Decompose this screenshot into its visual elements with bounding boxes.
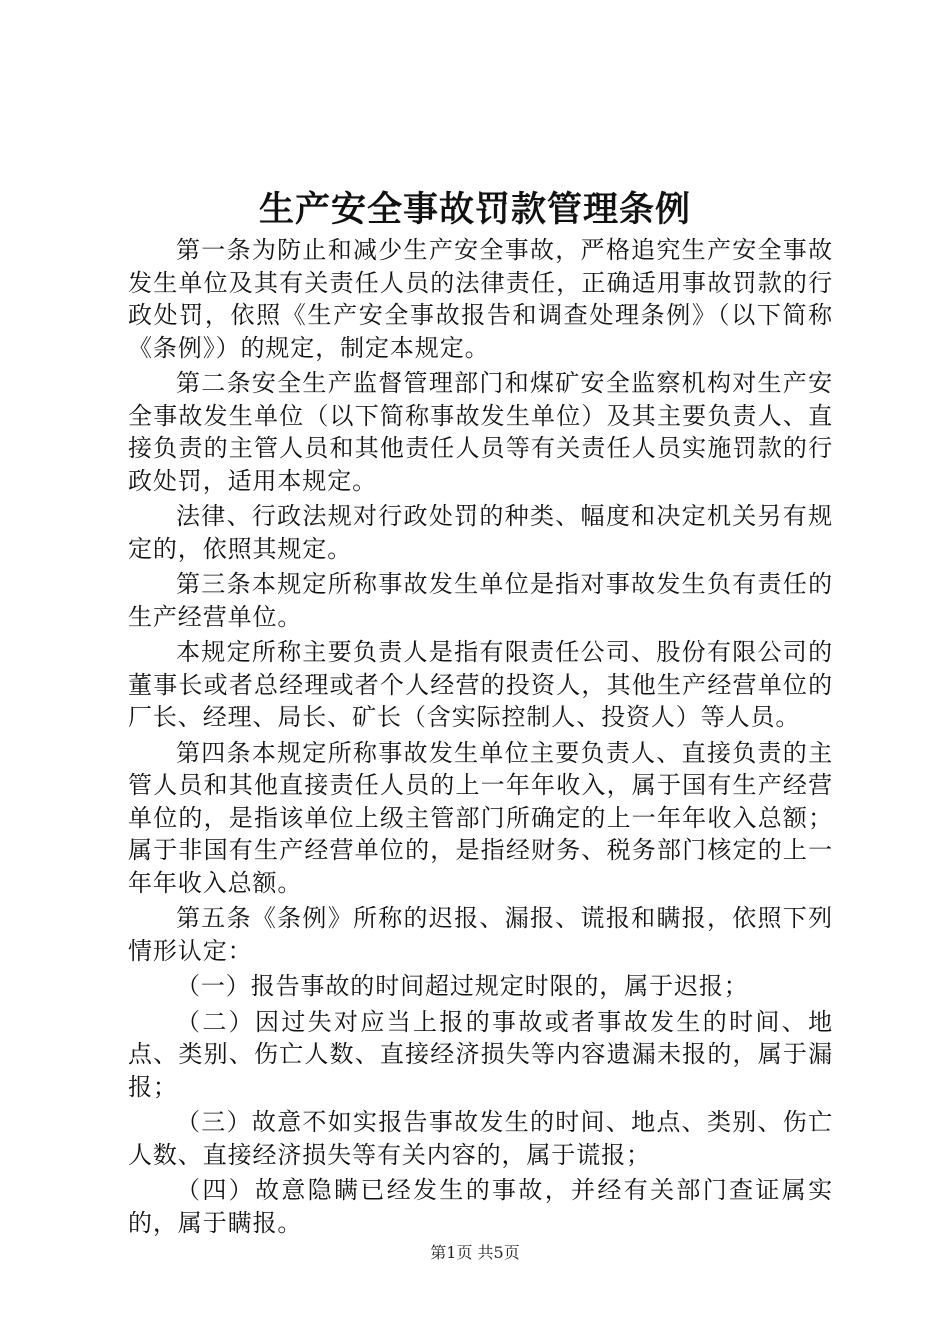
paragraph-article-3-supplement: 本规定所称主要负责人是指有限责任公司、股份有限公司的董事长或者总经理或者个人经营的投资人，其他生产经营单位的厂长、经理、局长、矿长（含实际控制人、投资人）等人员。 (128, 638, 833, 731)
paragraph-article-4: 第四条本规定所称事故发生单位主要负责人、直接负责的主管人员和其他直接责任人员的上一年年收入，属于国有生产经营单位的，是指该单位上级主管部门所确定的上一年年收入总额；属于非国有生产经营单位的，是指经财务、税务部门核定的上一年年收入总额。 (128, 738, 833, 897)
paragraph-article-2: 第二条安全生产监督管理部门和煤矿安全监察机构对生产安全事故发生单位（以下简称事故发生单位）及其主要负责人、直接负责的主管人员和其他责任人员等有关责任人员实施罚款的行政处罚，适用本规定。 (128, 369, 833, 495)
paragraph-item-4: （四）故意隐瞒已经发生的事故，并经有关部门查证属实的，属于瞒报。 (128, 1176, 833, 1237)
paragraph-article-2-supplement: 法律、行政法规对行政处罚的种类、幅度和决定机关另有规定的，依照其规定。 (128, 502, 833, 563)
document-body (128, 234, 833, 1239)
document-title: 生产安全事故罚款管理条例 (258, 189, 691, 230)
paragraph-article-3: 第三条本规定所称事故发生单位是指对事故发生负有责任的生产经营单位。 (128, 570, 833, 631)
paragraph-article-5: 第五条《条例》所称的迟报、漏报、谎报和瞒报，依照下列情形认定： (128, 904, 833, 965)
paragraph-item-2: （二）因过失对应当上报的事故或者事故发生的时间、地点、类别、伤亡人数、直接经济损失等内容遗漏未报的，属于漏报； (128, 1007, 833, 1101)
page-number-footer: 第1页 共5页 (430, 1243, 520, 1262)
paragraph-item-3: （三）故意不如实报告事故发生的时间、地点、类别、伤亡人数、直接经济损失等有关内容的，属于谎报； (128, 1108, 833, 1169)
paragraph-item-1: （一）报告事故的时间超过规定时限的，属于迟报； (176, 972, 749, 1000)
paragraph-article-1: 第一条为防止和减少生产安全事故，严格追究生产安全事故发生单位及其有关责任人员的法律责任，正确适用事故罚款的行政处罚，依照《生产安全事故报告和调查处理条例》（以下简称《条例》）的规定，制定本规定。 (128, 236, 833, 362)
